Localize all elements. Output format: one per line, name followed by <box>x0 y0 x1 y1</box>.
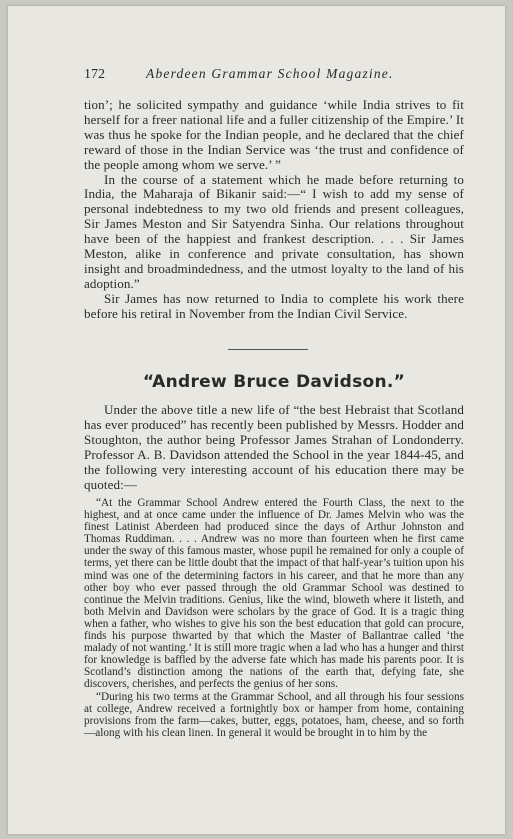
paragraph-maharaja-statement: In the course of a statement which he made before returning to India, the Maharaja of Bikanir said:—“ I wish to add my sense of personal indebtedness to my two old friends and present colleagues, Sir James Meston and Sir Satyendra Sinha. Our relations throughout have been of the happiest and frankest description. . . . Sir James Meston, alike in conference and private consultation, has shown insight and broadmindedness, and the utmost loyalty to the land of his adoption.” <box>84 171 464 291</box>
article-intro: Under the above title a new life of “the best Hebraist that Scotland has ever produced” has recently been published by Messrs. Hodder and Stoughton, the author being Professor James Strahan of Londonderry. Professor A. B. Davidson attended the School in the year 1844-45, and the following very interesting account of his education there may be quoted:— <box>84 402 464 492</box>
quote-paragraph-grammar-school: “At the Grammar School Andrew entered the Fourth Class, the next to the highest, and at once came under the influence of Dr. James Melvin who was the finest Latinist Aberdeen had produced since the days of Arthur Johnston and Thomas Ruddiman. . . . Andrew was no more than fourteen when he first came under the sway of this famous master, whose pupil he remained for only a couple of terms, yet there can be little doubt that the impact of that half-year’s tuition upon his mind was one of the determining factors in his career, and that he more than any other boy who ever passed through the old Grammar School was destined to continue the Melvin traditions. Genius, like the wind, bloweth where it listeth, and both Melvin and Davidson were scholars by the grace of God. It is a tragic thing when a father, who wishes to give his son the best education that gold can procure, finds his purpose thwarted by that which the Master of Ballantrae called ‘the malady of not wanting.’ It is still more tragic when a lad who has a hunger and thirst for knowledge is baffled by the adverse fate which has made his parents poor. It is Scotland’s distinction among the nations of the earth that, defying fate, she discovers, cherishes, and perfects the genius of her sons. <box>84 497 464 691</box>
paragraph-continuation: tion’; he solicited sympathy and guidance ‘while India strives to fit herself for a freer national life and a fuller citizenship of the Empire.’ It was thus he spoke for the Indian people, and he declared that the chief reward of those in the Indian Service was ‘the trust and confidence of the people among whom we serve.’ ” <box>84 97 464 172</box>
upper-text-block <box>84 98 464 322</box>
quoted-passage <box>84 497 464 739</box>
quote-paragraph-hamper: “During his two terms at the Grammar School, and all through his four sessions at college, Andrew received a fortnightly box or hamper from home, containing provisions from the farm—cakes, butter, eggs, potatoes, ham, cheese, and so forth—along with his clean linen. In general it would be brought in to him by the <box>84 690 464 739</box>
journal-title: Aberdeen Grammar School Magazine. <box>146 66 394 81</box>
running-header <box>84 66 464 86</box>
page-number: 172 <box>84 67 105 82</box>
article-intro-block <box>84 403 464 492</box>
section-divider <box>228 349 308 350</box>
article-title: “Andrew Bruce Davidson.” <box>142 372 406 392</box>
paragraph-retiral: Sir James has now returned to India to complete his work there before his retiral in November from the Indian Civil Service. <box>84 290 464 321</box>
